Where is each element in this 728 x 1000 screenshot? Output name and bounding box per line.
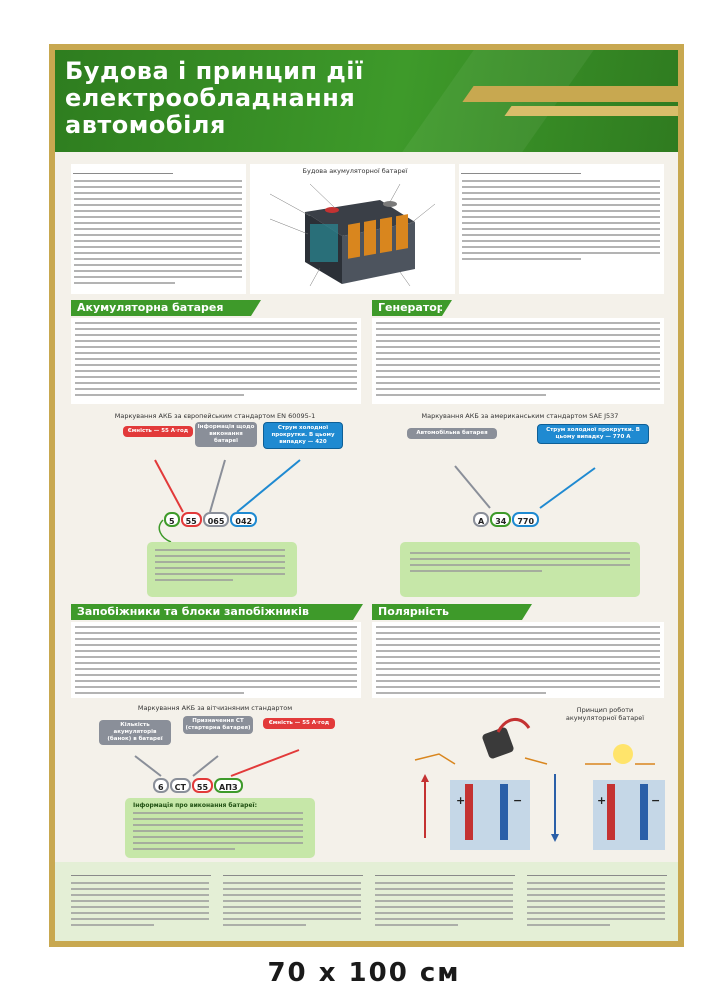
us-marking-title: Маркування АКБ за американським стандартом SAE J537: [421, 412, 619, 420]
header-gold-stripe-thin: [504, 106, 678, 116]
poster-header: [55, 50, 678, 152]
footer-col-1-text: [71, 882, 209, 930]
polarity-section-heading: Полярність: [372, 604, 522, 620]
us-info-box: [400, 542, 640, 597]
svg-text:+: +: [456, 794, 466, 807]
battery-structure-panel: [250, 164, 455, 294]
battery-principle-diagram: [55, 710, 678, 870]
eu-cold-current-label: Струм холодної прокрутки. В цьому випадку — 420: [263, 422, 343, 449]
eu-marking-title: Маркування АКБ за європейським стандартом EN 60095-1: [114, 412, 316, 420]
title-line-2: електрообладнання: [65, 84, 356, 112]
generator-section-text: [372, 318, 664, 404]
svg-text:−: −: [513, 794, 523, 807]
svg-text:+: +: [597, 794, 607, 807]
eu-code-part: 5: [164, 512, 180, 527]
footer-col-3-text: [375, 882, 513, 930]
footer-col-3-heading: [375, 868, 515, 876]
us-code: [473, 512, 540, 527]
top-right-heading: [461, 166, 581, 174]
title-line-3: автомобіля: [65, 111, 226, 139]
battery-illustration: [250, 164, 455, 294]
eu-code-part: 55: [181, 512, 202, 527]
title-line-1: Будова і принцип дії: [65, 57, 364, 85]
akb-section-text: [71, 318, 361, 404]
polarity-section-text: [372, 622, 664, 698]
footer-col-2-heading: [223, 868, 363, 876]
ua-code-part: 6: [153, 778, 169, 793]
poster-frame: [49, 44, 684, 947]
top-left-panel: [71, 164, 246, 294]
akb-section-heading: Акумуляторна батарея: [71, 300, 251, 316]
us-cold-current-label: Струм холодної прокрутки. В цьому випадку — 770 А: [537, 424, 649, 444]
fuses-section-heading: Запобіжники та блоки запобіжників: [71, 604, 353, 620]
ua-cells-label: Кількість акумуляторів (банок) в батареї: [99, 720, 171, 745]
us-battery-label: Автомобільна батарея: [407, 428, 497, 439]
eu-capacity-label: Ємність — 55 А·год: [123, 426, 193, 437]
us-connector-lines: [55, 440, 678, 540]
ua-capacity-label: Ємність — 55 А·год: [263, 718, 335, 729]
us-code-part: 770: [512, 512, 539, 527]
fuses-section-text: [71, 622, 361, 698]
eu-code-part: 042: [230, 512, 257, 527]
us-code-part: A: [473, 512, 489, 527]
ua-code-part: АПЗ: [214, 778, 243, 793]
polarity-diagram-title: Принцип роботи акумуляторної батареї: [565, 706, 645, 722]
poster-title: [65, 58, 445, 139]
top-left-heading: [73, 166, 173, 174]
generator-section-heading: Генератор: [372, 300, 442, 316]
top-right-text: [462, 180, 660, 264]
ua-purpose-label: Призначення СТ (стартерна батарея): [183, 716, 253, 734]
footer-col-4-heading: [527, 868, 667, 876]
top-left-text: [74, 180, 242, 288]
footer-col-2-text: [223, 882, 361, 930]
eu-info-label: Інформація щодо виконання батареї: [195, 422, 257, 447]
eu-code-part: 065: [203, 512, 230, 527]
header-gold-stripe: [462, 86, 678, 102]
svg-text:−: −: [651, 794, 661, 807]
ua-code-part: СТ: [170, 778, 191, 793]
footer-col-4-text: [527, 882, 665, 930]
top-right-panel: [459, 164, 664, 294]
poster-dimension: 70 x 100 см: [267, 958, 461, 988]
battery-structure-title: Будова акумуляторної батареї: [302, 167, 408, 175]
ua-info-title: Інформація про виконання батареї:: [133, 802, 258, 809]
ua-code-part: 55: [192, 778, 213, 793]
eu-info-box: [147, 542, 297, 597]
poster: [55, 50, 678, 941]
footer-col-1-heading: [71, 868, 211, 876]
ua-marking-title: Маркування АКБ за вітчизняним стандартом: [137, 704, 293, 712]
us-code-part: 34: [490, 512, 511, 527]
